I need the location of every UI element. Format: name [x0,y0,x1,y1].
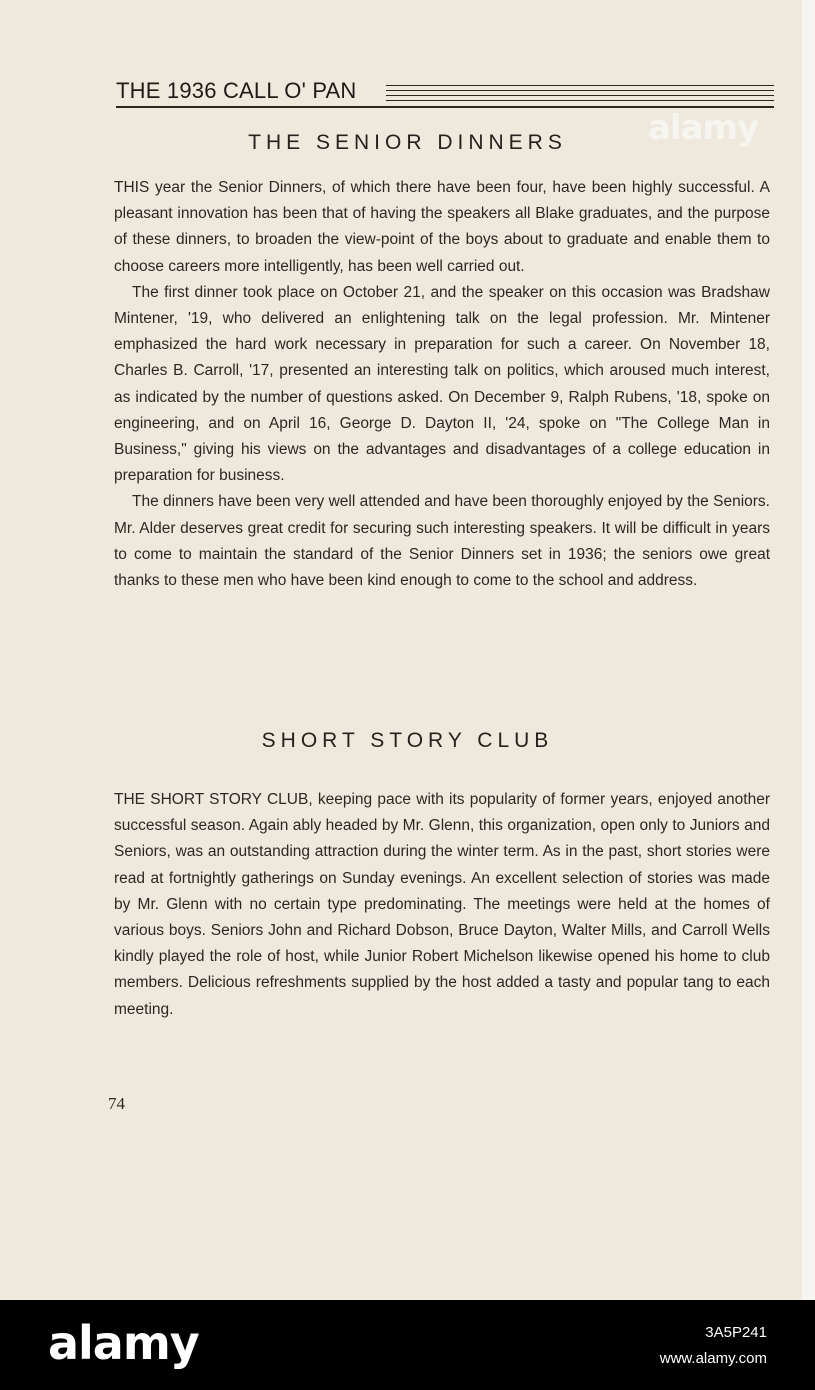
site-url[interactable]: www.alamy.com [659,1350,767,1367]
alamy-logo: alamy [48,1316,199,1370]
watermark: alamy [648,108,759,148]
header-rules [386,85,774,103]
short-story-club-body [114,787,770,1023]
header-title: THE 1936 CALL O' PAN [116,78,357,103]
image-id: 3A5P241 [705,1324,767,1341]
paragraph: THIS year the Senior Dinners, of which there have been four, have been highly successful. A pleasant innovation has been that of having the speakers all Blake graduates, and the purpose of these dinners, to broaden the view-point of the boys about to graduate and enable them to choose careers more intelligently, has been well carried out. [114,179,770,275]
stock-footer [0,1300,815,1390]
paragraph: The dinners have been very well attended and have been thoroughly enjoyed by the Seniors. Mr. Alder deserves great credit for securing such interesting speakers. It will be difficult in years to come to maintain the standard of the Senior Dinners set in 1936; the seniors owe great thanks to these men who have been kind enough to come to the school and address. [114,493,770,590]
section-title-senior-dinners: THE SENIOR DINNERS [248,131,567,154]
page-number: 74 [108,1094,125,1113]
senior-dinners-body [114,175,770,594]
running-header [116,78,774,108]
page-edge [802,0,815,1300]
paragraph: THE SHORT STORY CLUB, keeping pace with its popularity of former years, enjoyed another successful season. Again ably headed by Mr. Glenn, this organization, open only to Juniors and Seniors, was an outstanding attraction during the winter term. As in the past, short stories were read at fortnightly gatherings on Sunday evenings. An excellent selection of stories was made by Mr. Glenn with no certain type predominating. The meetings were held at the homes of various boys. Seniors John and Richard Dobson, Bruce Dayton, Walter Mills, and Carroll Wells kindly played the role of host, while Junior Robert Michelson likewise opened his home to club members. Delicious refreshments supplied by the host added a tasty and popular tang to each meeting. [114,791,770,1018]
section-title-short-story-club: SHORT STORY CLUB [261,729,554,752]
paragraph: The first dinner took place on October 21, and the speaker on this occasion was Bradshaw Mintener, '19, who delivered an enlightening talk on the legal profession. Mr. Mintener emphasized the hard work necessary in preparation for such a career. On November 18, Charles B. Carroll, '17, presented an interesting talk on politics, which aroused much interest, as indicated by the number of questions asked. On December 9, Ralph Rubens, '18, spoke on engineering, and on April 16, George D. Dayton II, '24, spoke on "The College Man in Business," giving his views on the advantages and disadvantages of a college education in preparation for business. [114,283,770,485]
